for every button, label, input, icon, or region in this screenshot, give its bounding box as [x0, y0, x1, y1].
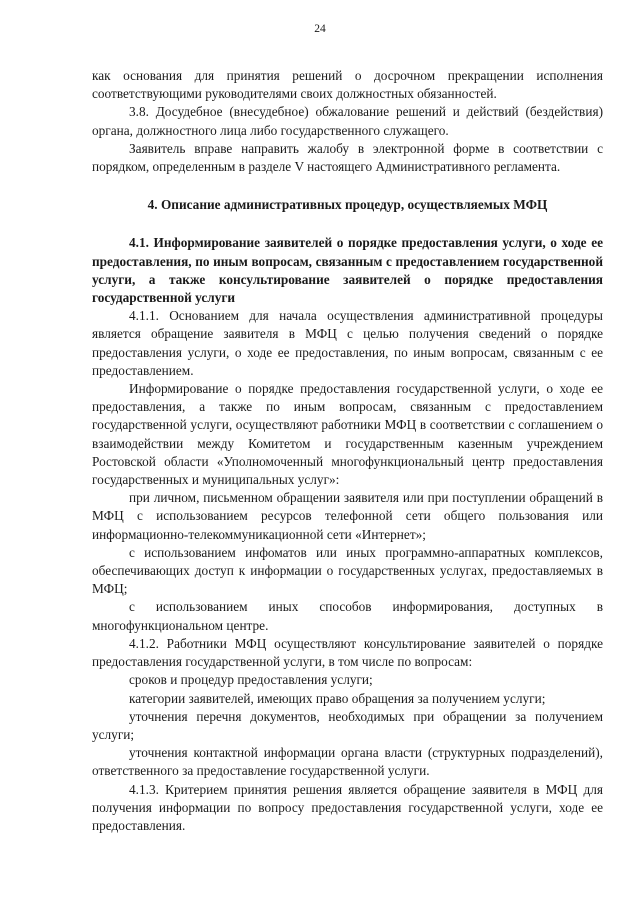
list-item-infomats: с использованием инфоматов или иных программно-аппаратных комплексов, обеспечивающих доступ к информации о государственных услугах, предоставляемых в МФЦ;: [92, 544, 603, 597]
paragraph-4-1-2: 4.1.2. Работники МФЦ осуществляют консультирование заявителей о порядке предоставления государственной услуги, в том числе по вопросам:: [92, 635, 603, 670]
paragraph-4-1-1: 4.1.1. Основанием для начала осуществления административной процедуры является обращение заявителя в МФЦ с целью получения сведений о порядке предоставления услуги, о ходе ее предоставления, по иным вопросам, связанным с ее предоставлением.: [92, 308, 603, 378]
paragraph-informing: Информирование о порядке предоставления государственной услуги, о ходе ее предоставления, а также по иным вопросам, связанным с предоставлением государственной услуги, осуществляют работники МФЦ в соответствии с соглашением о взаимодействии между Комитетом и государственным казенным учреждением Ростовской области «Уполномоченный многофункциональный центр предоставления государственных и муниципальных услуг»:: [92, 381, 603, 488]
list-item-contacts: уточнения контактной информации органа власти (структурных подразделений), ответственного за предоставление государственной услуги.: [92, 745, 603, 779]
page-number: 24: [314, 23, 326, 35]
page-content: [92, 67, 603, 835]
list-item-documents: уточнения перечня документов, необходимых при обращении за получением услуги;: [92, 708, 603, 742]
list-item-other-methods: с использованием иных способов информирования, доступных в многофункциональном центре.: [92, 599, 603, 633]
list-item-personal-request: при личном, письменном обращении заявителя или при поступлении обращений в МФЦ с использованием ресурсов телефонной сети общего пользования или информационно-телекоммуникационной сети «Интернет»;: [92, 490, 603, 542]
paragraph-continuation: как основания для принятия решений о досрочном прекращении исполнения соответствующими руководителями своих должностных обязанностей.: [92, 68, 603, 102]
paragraph-complaint: Заявитель вправе направить жалобу в электронной форме в соответствии с порядком, определенным в разделе V настоящего Административного регламента.: [92, 140, 603, 175]
paragraph-3-8: 3.8. Досудебное (внесудебное) обжалование решений и действий (бездействия) органа, должностного лица либо государственного служащего.: [92, 104, 603, 138]
list-item-categories: категории заявителей, имеющих право обращения за получением услуги;: [129, 690, 546, 706]
subsection-title: 4.1. Информирование заявителей о порядке предоставления услуги, о ходе ее предоставления, по иным вопросам, связанным с предоставлением государственной услуги, а также консультирование заявителей о порядке предоставления государственной услуги: [92, 235, 603, 306]
list-item-terms: сроков и процедур предоставления услуги;: [129, 672, 373, 688]
paragraph-4-1-3: 4.1.3. Критерием принятия решения является обращение заявителя в МФЦ для получения информации по вопросу предоставления государственной услуги, ходе ее предоставления.: [92, 781, 603, 833]
section-title: 4. Описание административных процедур, осуществляемых МФЦ: [147, 197, 548, 213]
